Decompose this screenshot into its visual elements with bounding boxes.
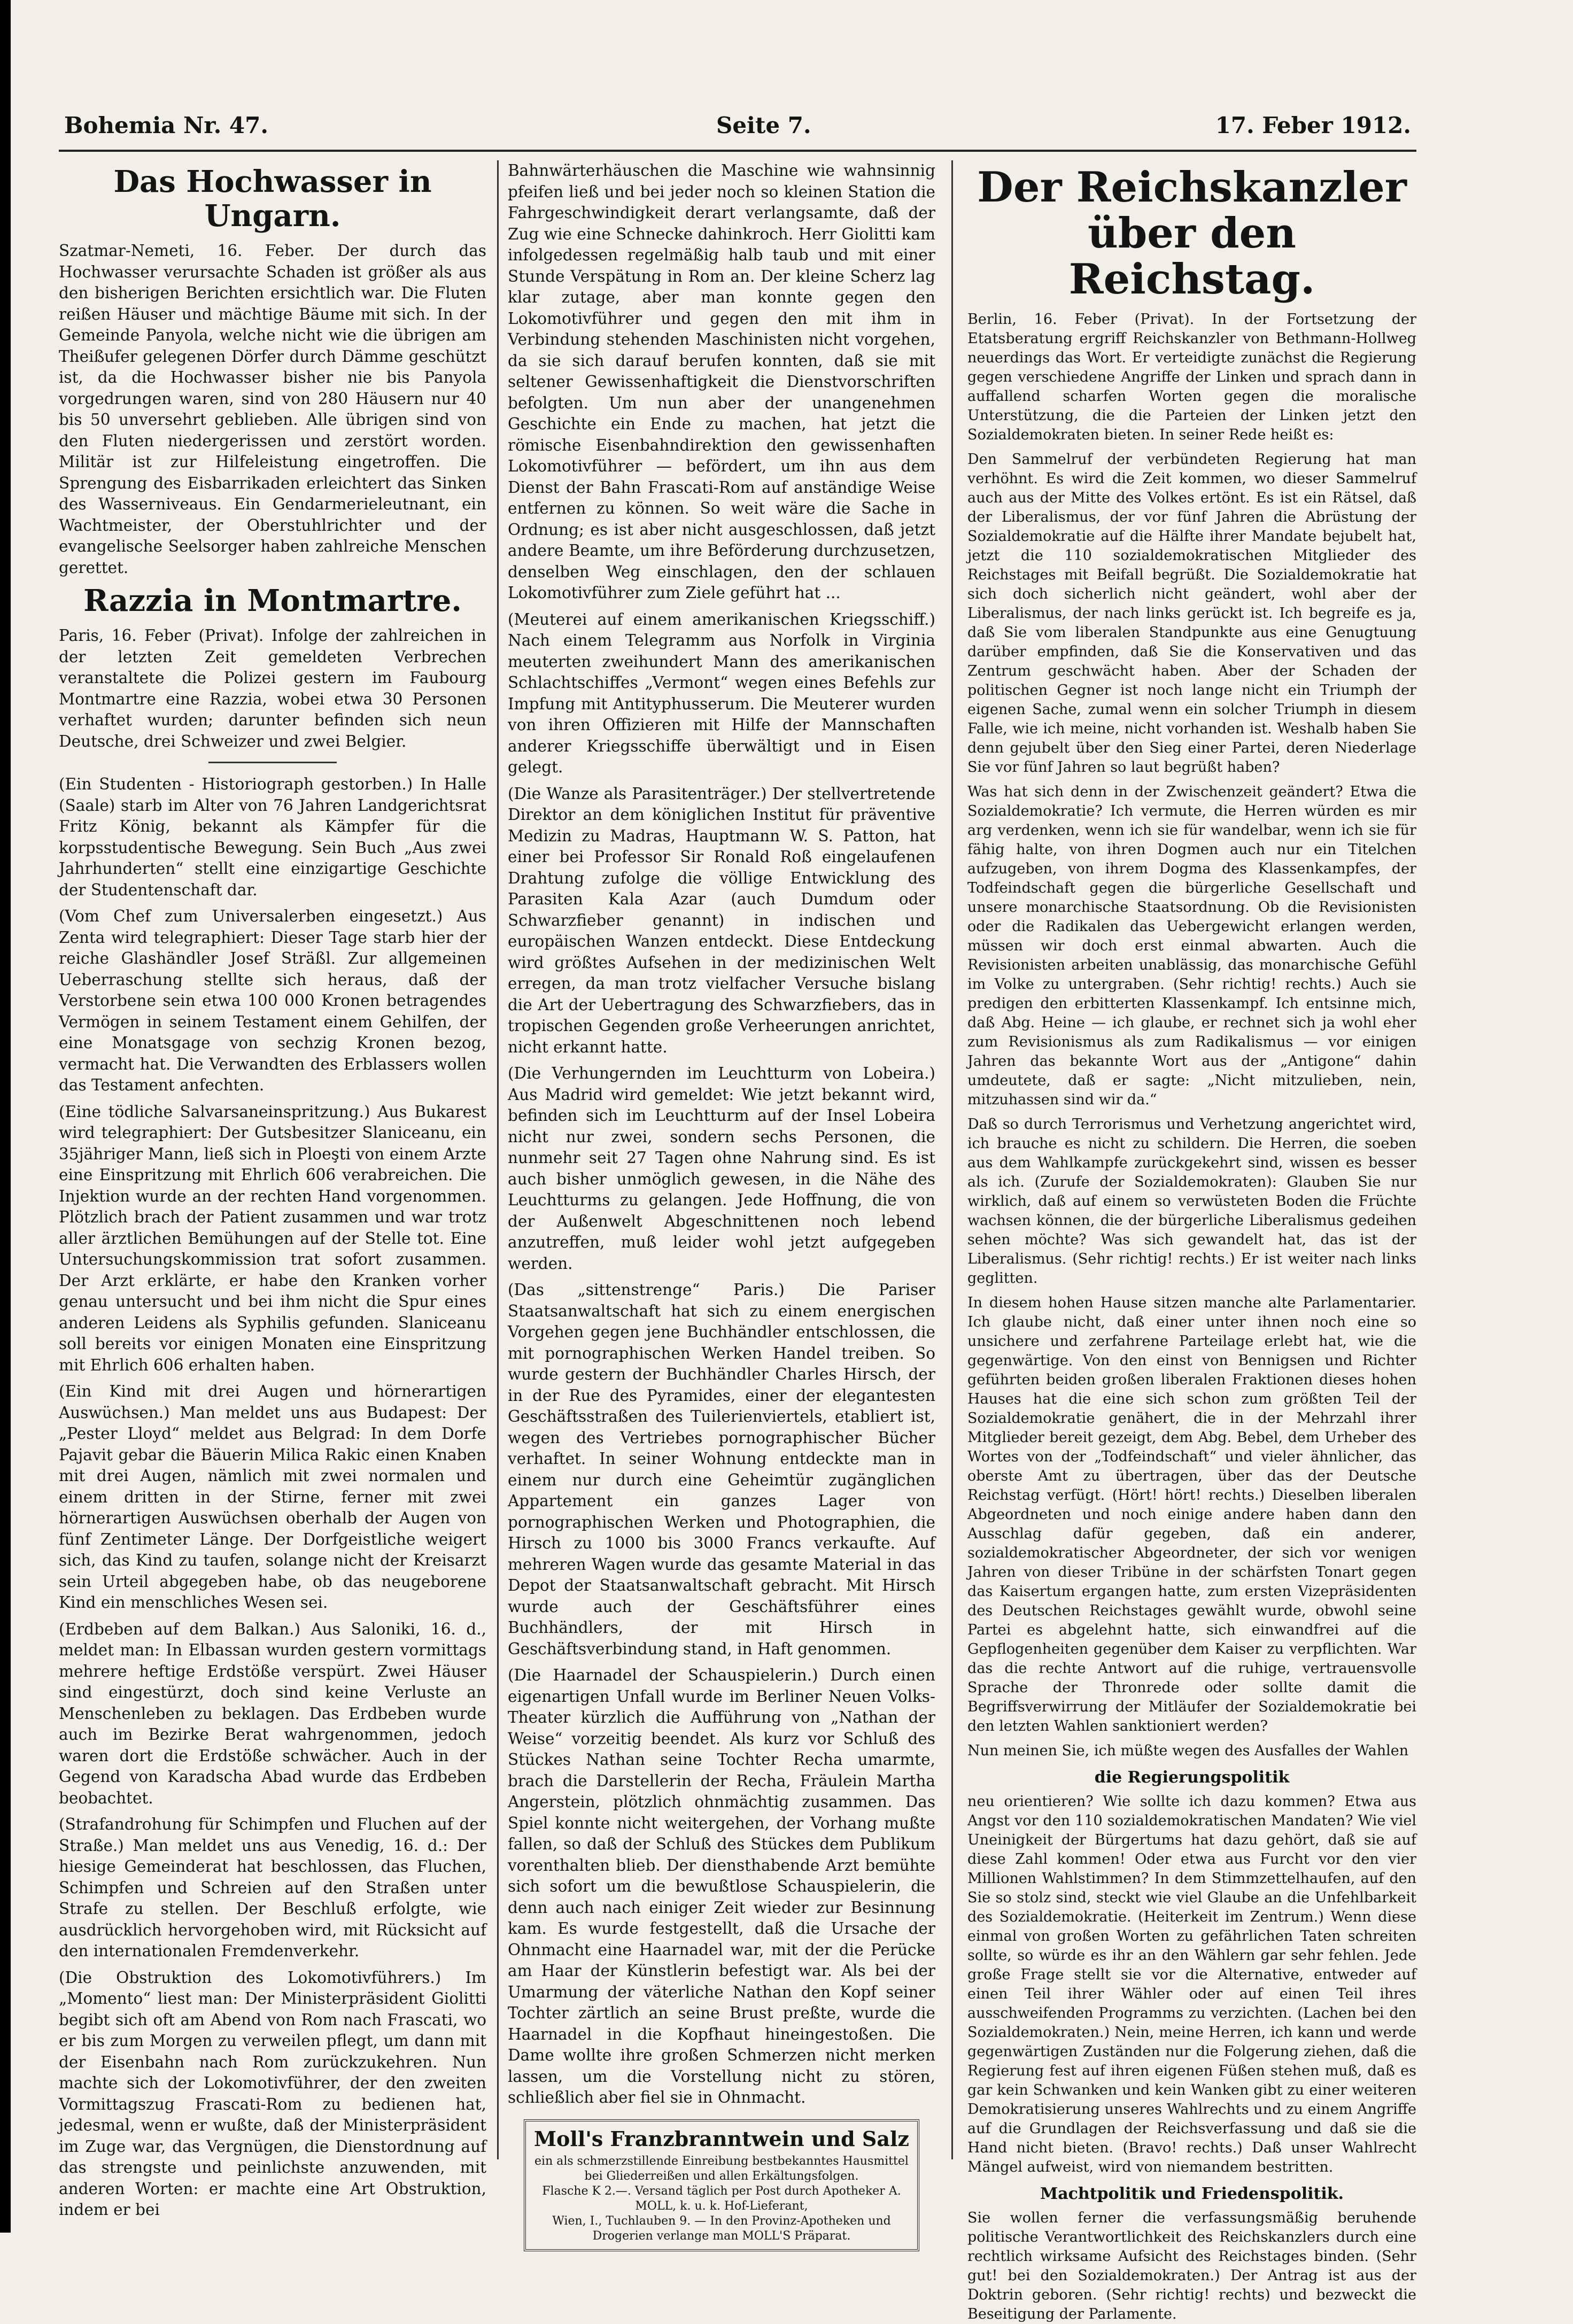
page-header [59, 112, 1416, 152]
article-razzia: Paris, 16. Feber (Privat). Infolge der zahlreichen in der letzten Zeit gemeldeten Verbrechen veranstaltete die Polizei gestern im Faubourg Montmartre eine Razzia, wobei etwa 30 Personen verhaftet wurden; darunter befinden sich neun Deutsche, drei Schweizer und zwei Belgier. [59, 626, 486, 750]
news-item: (Das „sittenstrenge“ Paris.) Die Pariser Staatsanwaltschaft hat sich zu einem energischen Vorgehen gegen jene Buchhändler entschlossen, die mit pornographischen Werken Handel treiben. So wurde gestern der Buchhändler Charles Hirsch, der in der Rue des Pyramides, einer der elegantesten Geschäftsstraßen des Tuilerienviertels, etabliert ist, wegen des Vertriebes pornographischer Bücher verhaftet. In seiner Wohnung entdeckte man in einem nur durch eine Geheimtür zugänglichen Appartement ein ganzes Lager von pornographischen Werken und Photographien, die Hirsch zu 1000 bis 3000 Francs verkaufte. Auf mehreren Wagen wurde das gesamte Material in das Depot der Staatsanwaltschaft gebracht. Mit Hirsch wurde auch der Geschäftsführer eines Buchhändlers, der mit Hirsch in Geschäftsverbindung stand, in Haft genommen. [508, 1281, 935, 1658]
article-chancellor-body: Den Sammelruf der verbündeten Regierung hat man verhöhnt. Es wird die Zeit kommen, wo dieser Sammelruf auch aus der Mitte des Volkes ertönt. Es ist ein Rätsel, daß der Liberalismus, der vor fünf Jahren die Abrüstung der Sozialdemokratie auf die Hälfte ihrer Mandate bejubelt hat, jetzt die 110 sozialdemokratischen Mitglieder des Reichstages mit Beifall begrüßt. Die Sozialdemokratie hat sich doch sicherlich nicht geändert, wohl aber der Liberalismus, der nach links gerückt ist. Ich begreife es ja, daß Sie vom liberalen Standpunkte aus eine Genugtuung darüber empfinden, daß Sie die Konservativen und das Zentrum geschwächt haben. Aber der Schaden der politischen Gegner ist noch lange nicht ein Triumph der eigenen Sache, zumal wenn ein solcher Triumph in diesem Falle, wie ich meine, nicht vorhanden ist. Weshalb haben Sie denn gejubelt über den Sieg einer Partei, deren Niederlage Sie vor fünf Jahren so laut begrüßt haben? [967, 451, 1416, 776]
ad-text: ein als schmerzstillende Einreibung bestbekanntes Hausmittel bei Gliederreißen und allen Erkältungsfolgen. [534, 2154, 909, 2183]
article-chancellor-body: Nun meinen Sie, ich müßte wegen des Ausfalles der Wahlen [967, 1742, 1409, 1759]
article-flood: Szatmar-Nemeti, 16. Feber. Der durch das Hochwasser verursachte Schaden ist größer als aus den bisherigen Berichten ersichtlich war. Die Fluten reißen Häuser und mächtige Bäume mit sich. In der Gemeinde Panyola, welche nicht wie die übrigen am Theißufer gelegenen Dörfer durch Dämme geschützt ist, da die Hochwasser bisher nie bis Panyola vorgedrungen waren, sind von 280 Häusern nur 40 bis 50 unversehrt geblieben. Alle übrigen sind von den Fluten niedergerissen und zerstört worden. Militär ist zur Hilfeleistung eingetroffen. Die Sprengung des Eisbarrikaden erleichtert das Sinken des Wasserniveaus. Ein Gendarmerieleutnant, ein Wachtmeister, der Oberstuhlrichter und der evangelische Seelsorger haben zahlreiche Menschen gerettet. [59, 242, 486, 577]
newspaper-page [59, 86, 1416, 2322]
news-item: (Die Haarnadel der Schauspielerin.) Durch einen eigenartigen Unfall wurde im Berliner Neuen Volks-Theater kürzlich die Aufführung von „Nathan der Weise“ vorzeitig beendet. Als kurz vor Schluß des Stückes Nathan seine Tochter Recha umarmte, brach die Darstellerin der Recha, Fräulein Martha Angerstein, plötzlich ohnmächtig zusammen. Das Spiel konnte nicht weitergehen, der Vorhang mußte fallen, so daß der Schluß des Stückes dem Publikum vorenthalten blieb. Der diensthabende Arzt bemühte sich sofort um die bewußtlose Schauspielerin, die denn auch nach einiger Zeit wieder zur Besinnung kam. Es wurde festgestellt, daß die Ursache der Ohnmacht eine Haarnadel war, mit der die Perücke am Haar der Künstlerin befestigt war. Als bei der Umarmung der väterliche Nathan den Kopf seiner Tochter zärtlich an seine Brust preßte, wurde die Haarnadel in die Kopfhaut hineingestoßen. Die Dame wollte ihre großen Schmerzen nicht merken lassen, um die Vorstellung nicht zu stören, schließlich aber fiel sie in Ohnmacht. [508, 1666, 935, 2106]
news-item: (Ein Studenten - Historiograph gestorben.) In Halle (Saale) starb im Alter von 76 Jahren Landgerichtsrat Fritz König, bekannt als Kämpfer für die korpsstudentische Bewegung. Sein Buch „Aus zwei Jahrhunderten“ stellt eine einzigartige Geschichte der Studentenschaft dar. [59, 775, 486, 899]
news-item: (Erdbeben auf dem Balkan.) Aus Saloniki, 16. d., meldet man: In Elbassan wurden gestern vormittags mehrere heftige Erdstöße verspürt. Zwei Häuser sind eingestürzt, doch sind keine Verluste an Menschenleben zu beklagen. Das Erdbeben wurde auch im Bezirke Berat wahrgenommen, jedoch waren dort die Erdstöße schwächer. Auch in der Gegend von Karadscha Abad wurde das Erdbeben beobachtet. [59, 1620, 486, 1807]
news-item: (Eine tödliche Salvarsaneinspritzung.) Aus Bukarest wird telegraphiert: Der Gutsbesitzer Slaniceanu, ein 35jähriger Mann, ließ sich in Ploeşti von einem Arzte eine Einspritzung mit Ehrlich 606 verabreichen. Die Injektion wurde an der rechten Hand vorgenommen. Plötzlich brach der Patient zusammen und war trotz aller ärztlichen Bemühungen auf der Stelle tot. Eine Untersuchungskommission trat sofort zusammen. Der Arzt erklärte, er habe den Kranken vorher genau untersucht und bei ihm nicht die Spur eines anderen Leidens als Syphilis gefunden. Slaniceanu soll bereits vor einigen Monaten eine Einspritzung mit Ehrlich 606 erhalten haben. [59, 1102, 486, 1374]
article-chancellor-body: Daß so durch Terrorismus und Verhetzung angerichtet wird, ich brauche es nicht zu schildern. Die Herren, die soeben aus dem Wahlkampfe zurückgekehrt sind, wissen es besser als ich. (Zurufe der Sozialdemokraten): Glauben Sie nur wirklich, daß auf einem so verwüsteten Boden die Früchte wachsen können, die der bürgerliche Liberalismus gedeihen sehen möchte? Was sich gewandelt hat, das ist der Liberalismus. (Sehr richtig! rechts.) Er ist weiter nach links geglitten. [967, 1116, 1416, 1287]
article-chancellor-body: neu orientieren? Wie sollte ich dazu kommen? Etwa aus Angst vor den 110 sozialdemokratischen Mandaten? Wie viel Uneinigkeit der Bürgertums hat dazu gehört, daß sie auf diese Zahl kommen! Oder etwa aus Furcht vor den vier Millionen Wahlstimmen? In dem Stimmzettelhaufen, auf den Sie so stolz sind, steckt wie viel Glaube an die Unfehlbarkeit des Sozialdemokratie. (Heiterkeit im Zentrum.) Wenn diese einmal von großen Worten zu gefährlichen Taten schreiten sollte, so würde es ihr an den Wählern gar sehr fehlen. Jede große Frage stellt sie vor die Alternative, entweder auf einen Teil ihrer Wähler oder auf einen Teil ihres ausschweifenden Programms zu verzichten. (Lachen bei den Sozialdemokraten.) Nein, meine Herren, ich kann und werde gegenwärtigen Zuständen nur die Folgerung ziehen, daß die Regierung fest auf ihren eigenen Füßen stehen muß, daß es gar kein Schwanken und kein Wanken gibt zu einer weiteren Demokratisierung unseres Wahlrechts und zu einem Angriffe auf die Grundlagen der Reichsverfassung und daß sie die Hand nicht bieten. (Bravo! rechts.) Daß unser Wahlrecht Mängel aufweist, wird von niemandem bestritten. [967, 1793, 1416, 2175]
headline-flood: Das Hochwasser in Ungarn. [113, 164, 432, 234]
scan-edge [0, 0, 11, 2233]
headline-razzia: Razzia in Montmartre. [83, 583, 462, 618]
column-divider [951, 160, 953, 2159]
header-page-number: Seite 7. [716, 112, 811, 138]
column-divider [497, 160, 499, 2159]
news-item: (Die Obstruktion des Lokomotivführers.) Im „Momento“ liest man: Der Ministerpräsident Giolitti begibt sich oft am Abend von Rom nach Frascati, wo er bis zum Morgen zu verweilen pflegt, um dann mit der Eisenbahn nach Rom zurückzukehren. Nun machte sich der Lokomotivführer, der den zweiten Vormittagszug Frascati-Rom zu bedienen hat, jedesmal, wenn er wußte, daß der Ministerpräsident im Zuge war, das Vergnügen, die Dienstordnung auf das strengste und peinlichste anzuwenden, mit anderen Worten: er machte eine Art Obstruktion, indem er bei [59, 1968, 486, 2219]
headline-chancellor: Der Reichskanzler über den Reichstag. [977, 163, 1407, 304]
news-item: (Meuterei auf einem amerikanischen Kriegsschiff.) Nach einem Telegramm aus Norfolk in Virginia meuterten zweihundert Mann des amerikanischen Schlachtschiffes „Vermont“ wegen eines Befehls zur Impfung mit Antityphusserum. Die Meuterer wurden von ihren Offizieren mit Hilfe der Mannschaften anderer Kriegsschiffe überwältigt und in Eisen gelegt. [508, 610, 935, 776]
column-3 [967, 160, 1416, 2322]
subheading: die Regierungspolitik [1094, 1768, 1290, 1787]
news-item-continued: Bahnwärterhäuschen die Maschine wie wahnsinnig pfeifen ließ und bei jeder noch so kleinen Station die Fahrgeschwindigkeit derart verlangsamte, daß der Zug wie eine Schnecke dahinkroch. Herr Giolitti kam infolgedessen regelmäßig halb taub und mit einer Stunde Verspätung in Rom an. Der kleine Scherz lag klar zutage, aber man konnte gegen den Lokomotivführer und gegen den mit ihm in Verbindung stehenden Maschinisten nicht vorgehen, da sie sich darauf berufen konnten, daß sie mit seltener Gewissenhaftigkeit die Dienstvorschriften befolgten. Um nun aber der unangenehmen Geschichte ein Ende zu machen, hat jetzt die römische Eisenbahndirektion den gewissenhaften Lokomotivführer — befördert, um ihn aus dem Dienst der Bahn Frascati-Rom auf anständige Weise entfernen zu können. So weit wäre die Sache in Ordnung; es ist aber nicht ausgeschlossen, daß jetzt andere Beamte, um ihre Beförderung durchzusetzen, denselben Weg einschlagen, den der schlauen Lokomotivführer zum Ziele geführt hat ... [508, 161, 935, 602]
ad-text: Wien, I., Tuchlauben 9. — In den Provinz-Apotheken und Drogerien verlange man MOLL'S Präparat. [552, 2214, 891, 2243]
news-item: (Strafandrohung für Schimpfen und Fluchen auf der Straße.) Man meldet uns aus Venedig, 16. d.: Der hiesige Gemeinderat hat beschlossen, das Fluchen, Schimpfen und Schreien auf den Straßen unter Strafe zu stellen. Der Beschluß erfolgte, wie ausdrücklich hervorgehoben wird, mit Rücksicht auf den internationalen Fremdenverkehr. [59, 1815, 486, 1960]
ad-text: Flasche K 2.—. Versand täglich per Post durch Apotheker A. MOLL, k. u. k. Hof-Lieferant, [542, 2184, 901, 2213]
column-2 [508, 160, 935, 2243]
subheading: Machtpolitik und Friedenspolitik. [1040, 2184, 1344, 2203]
article-chancellor-intro: Berlin, 16. Feber (Privat). In der Fortsetzung der Etatsberatung ergriff Reichskanzler von Bethmann-Hollweg neuerdings das Wort. Er verteidigte zunächst die Regierung gegen verschiedene Angriffe der Linken und sprach dann in auffallend scharfen Worten gegen die moralische Unterstützung, die die Parteien der Linken jetzt den Sozialdemokraten bieten. In seiner Rede heißt es: [967, 311, 1416, 443]
column-1 [59, 160, 486, 2219]
news-item: (Ein Kind mit drei Augen und hörnerartigen Auswüchsen.) Man meldet uns aus Budapest: Der „Pester Lloyd“ meldet aus Belgrad: In dem Dorfe Pajavit gebar die Bäuerin Milica Rakic einen Knaben mit drei Augen, nämlich mit zwei normalen und einem dritten in der Stirne, ferner mit zwei hörnerartigen Auswüchsen oberhalb der Augen von fünf Zentimeter Länge. Der Dorfgeistliche weigert sich, das Kind zu taufen, solange nicht der Kreisarzt sein Urteil abgegeben habe, ob das neugeborene Kind ein menschliches Wesen sei. [59, 1382, 486, 1612]
section-divider [208, 762, 337, 763]
article-chancellor-body: In diesem hohen Hause sitzen manche alte Parlamentarier. Ich glaube nicht, daß einer unter ihnen noch eine so unsichere und zerfahrene Parteilage erlebt hat, wie die gegenwärtige. Von den einst von Bennigsen und Richter geführten beiden großen liberalen Fraktionen dieses hohen Hauses hat die eine sich schon zum größten Teil der Sozialdemokratie genähert, die in der Mehrzahl ihrer Mitglieder bereit gezeigt, dem Abg. Bebel, dem Urheber des Wortes von der „Todfeindschaft“ und vieler ähnlicher, das oberste Amt zu übertragen, über das der Deutsche Reichstag verfügt. (Hört! hört! rechts.) Dieselben liberalen Abgeordneten und noch einige andere haben dann den Ausschlag dafür gegeben, daß ein anderer, sozialdemokratischer Abgeordneter, der sich vor wenigen Jahren von dieser Tribüne in der schärfsten Tonart gegen das Kaisertum ergangen hatte, zum ersten Vizepräsidenten des Deutschen Reichstages gewählt wurde, obwohl seine Partei es abgelehnt hatte, sich einwandfrei auf die Gepflogenheiten gegenüber dem Kaiser zu verpflichten. War das die rechte Antwort auf die ruhige, vertrauensvolle Sprache der Thronrede oder sollte damit die Begriffsverwirrung der Mitläufer der Sozialdemokratie bei den letzten Wahlen sanktioniert werden? [967, 1295, 1416, 1734]
news-item: (Vom Chef zum Universalerben eingesetzt.) Aus Zenta wird telegraphiert: Dieser Tage starb hier der reiche Glashändler Josef Sträßl. Zur allgemeinen Ueberraschung stellte sich heraus, daß der Verstorbene sein etwa 100 000 Kronen betragendes Vermögen in seinem Testament einem Gehilfen, der eine Monatsgage von sechzig Kronen bezog, vermacht hat. Die Verwandten des Erblassers wollen das Testament anfechten. [59, 907, 486, 1094]
news-item: (Die Verhungernden im Leuchtturm von Lobeira.) Aus Madrid wird gemeldet: Wie jetzt bekannt wird, befinden sich im Leuchtturm auf der Insel Lobeira nicht nur zwei, sondern sechs Personen, die nunmehr seit 27 Tagen ohne Nahrung sind. Es ist auch bisher unmöglich gewesen, in die Nähe des Leuchtturms zu gelangen. Jede Hoffnung, die von der Außenwelt Abgeschnittenen noch lebend anzutreffen, muß leider wohl jetzt aufgegeben werden. [508, 1064, 935, 1273]
advertisement [524, 2119, 919, 2251]
ad-title: Moll's Franzbranntwein und Salz [533, 2126, 910, 2151]
header-date: 17. Feber 1912. [1215, 112, 1411, 138]
news-item: (Die Wanze als Parasitenträger.) Der stellvertretende Direktor an dem königlichen Institut für präventive Medizin zu Madras, Hauptmann W. S. Patton, hat einer bei Professor Sir Ronald Roß eingelaufenen Drahtung zufolge die völlige Entwicklung des Parasiten Kala Azar (auch Dumdum oder Schwarzfieber genannt) in indischen und europäischen Wanzen entdeckt. Diese Entdeckung wird größtes Aufsehen in der medizinischen Welt erregen, da man trotz vielfacher Versuche bislang die Art der Uebertragung des Schwarzfiebers, das in tropischen Gegenden große Verheerungen anrichtet, nicht erkannt hatte. [508, 784, 935, 1056]
header-issue: Bohemia Nr. 47. [64, 112, 268, 138]
article-chancellor-body: Was hat sich denn in der Zwischenzeit geändert? Etwa die Sozialdemokratie? Ich vermute, die Herren würden es mir arg verdenken, wenn ich sie für wandelbar, wenn ich sie für fähig halte, von ihren Dogmen auch nur ein Titelchen aufzugeben, von ihrem Dogma des Klassenkampfes, der Todfeindschaft gegen die bürgerliche Gesellschaft und unsere monarchische Staatsordnung. Ob die Revisionisten oder die Radikalen das Uebergewicht erlangen werden, müssen wir doch erst einmal abwarten. Auch die Revisionisten arbeiten unablässig, das monarchische Gefühl im Volke zu untergraben. (Sehr richtig! rechts.) Auch sie predigen den erbitterten Klassenkampf. Ich entsinne mich, daß Abg. Heine — ich glaube, er rechnet sich ja wohl eher zum Revisionismus als zum Radikalismus — vor einigen Jahren das bekannte Wort aus der „Antigone“ dahin umdeutete, daß er sagte: „Nicht mitzulieben, nein, mitzuhassen sind wir da.“ [967, 784, 1416, 1108]
article-chancellor-body: Sie wollen ferner die verfassungsmäßig beruhende politische Verantwortlichkeit des Reichskanzlers durch eine rechtlich wirksame Aufsicht des Reichstages binden. (Sehr gut! bei den Sozialdemokraten.) Der Antrag ist aus der Doktrin geboren. (Sehr richtig! rechts) und bezweckt die Beseitigung der Parlamente. [967, 2210, 1416, 2322]
